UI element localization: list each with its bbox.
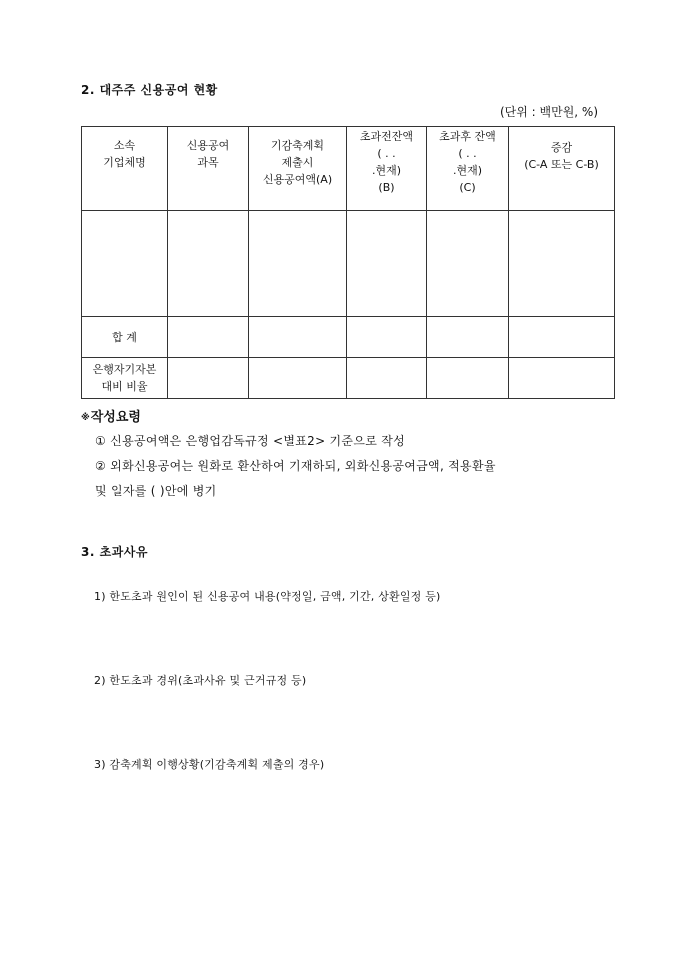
table-cell bbox=[249, 211, 347, 317]
table-data-row bbox=[82, 211, 615, 317]
table-header-row bbox=[82, 127, 615, 211]
table-cell bbox=[509, 317, 615, 358]
table-cell bbox=[347, 317, 427, 358]
table-cell bbox=[249, 358, 347, 399]
table-cell bbox=[249, 317, 347, 358]
ratio-label: 은행자기자본 대비 비율 bbox=[82, 358, 168, 399]
header-plan-amount: 기감축계획 제출시 신용공여액(A) bbox=[249, 127, 347, 211]
unit-label: (단위 : 백만원, %) bbox=[499, 105, 598, 119]
table-ratio-row bbox=[82, 358, 615, 399]
total-label: 합 계 bbox=[82, 317, 168, 358]
table-total-row bbox=[82, 317, 615, 358]
table-cell bbox=[82, 211, 168, 317]
reason-item-2: 2) 한도초과 경위(초과사유 및 근거규정 등) bbox=[94, 674, 307, 687]
table-cell bbox=[509, 358, 615, 399]
reason-item-1: 1) 한도초과 원인이 된 신용공여 내용(약정일, 금액, 기간, 상환일정 등) bbox=[94, 590, 441, 603]
section-3-title: 3. 초과사유 bbox=[81, 545, 148, 559]
header-company: 소속 기업체명 bbox=[82, 127, 168, 211]
header-change: 증감 (C-A 또는 C-B) bbox=[509, 127, 615, 211]
guide-line-2: ② 외화신용공여는 원화로 환산하여 기재하되, 외화신용공여금액, 적용환율 bbox=[95, 459, 496, 473]
table-cell bbox=[427, 358, 509, 399]
table-cell bbox=[168, 358, 249, 399]
reason-item-3: 3) 감축계획 이행상황(기감축계획 제출의 경우) bbox=[94, 758, 325, 771]
header-balance-before: 초과전잔액 ( . . .현재) (B) bbox=[347, 127, 427, 211]
table-cell bbox=[168, 317, 249, 358]
table-cell bbox=[347, 211, 427, 317]
table-cell bbox=[427, 317, 509, 358]
section-2-title: 2. 대주주 신용공여 현황 bbox=[81, 83, 218, 97]
header-credit-subject: 신용공여 과목 bbox=[168, 127, 249, 211]
guide-line-3: 및 일자를 ( )안에 병기 bbox=[95, 484, 217, 498]
table-cell bbox=[427, 211, 509, 317]
table-cell bbox=[168, 211, 249, 317]
header-balance-after: 초과후 잔액 ( . . .현재) (C) bbox=[427, 127, 509, 211]
credit-status-table bbox=[81, 126, 615, 399]
reference-mark-icon: ※ bbox=[81, 413, 90, 423]
guide-line-1: ① 신용공여액은 은행업감독규정 <별표2> 기준으로 작성 bbox=[95, 434, 406, 448]
writing-guide-title: ※작성요령 bbox=[81, 410, 141, 425]
table-cell bbox=[347, 358, 427, 399]
table-cell bbox=[509, 211, 615, 317]
